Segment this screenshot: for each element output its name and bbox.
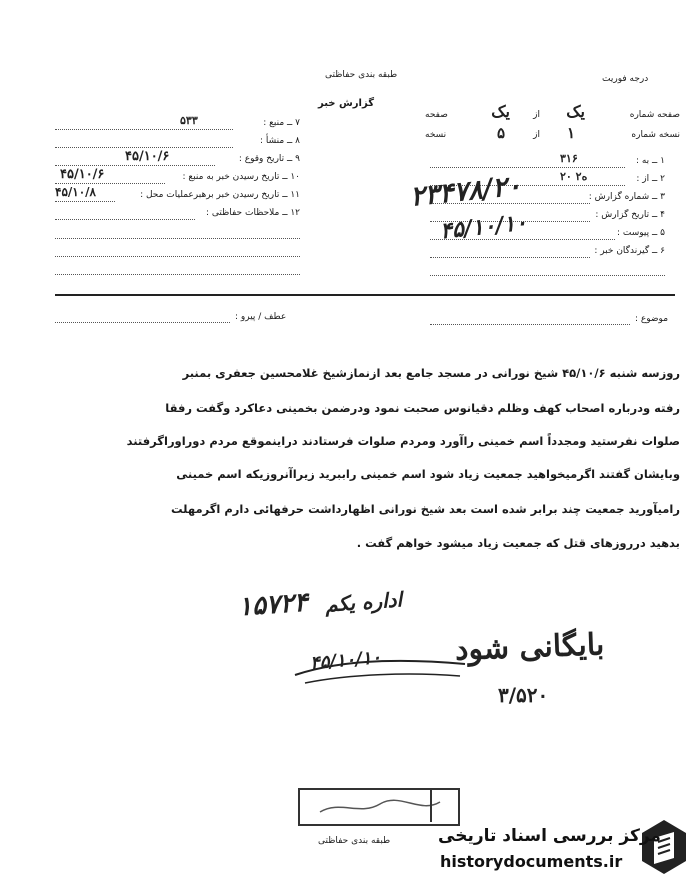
copy-of-label: از: [533, 130, 540, 140]
copy-number-value: ۱: [566, 124, 575, 142]
copy-unit-label: نسخه: [425, 130, 447, 140]
page-unit-label: صفحه: [425, 110, 448, 120]
field-source-value: ۵۳۳: [180, 114, 198, 127]
archive-code-note: ۳/۵۲۰: [498, 683, 549, 707]
body-line: صلوات نفرستید ومجدداً اسم خمینی راآورد ومردم صلوات فرستادند دراینموقع مردم دوراوراگرفتند: [126, 434, 680, 448]
field-to-label: ۱ ــ به :: [635, 156, 665, 166]
handwritten-number-note: ۱۵۷۲۴: [237, 587, 309, 623]
body-line: روزسه شنبه ۴۵/۱۰/۶ شیخ نورانی در مسجد جامع بعد ازنمازشیخ غلامحسین جعفری بمنبر: [182, 366, 680, 380]
urgency-label: درجه فوریت: [602, 74, 649, 84]
field-event-date-label: ۹ ــ تاریخ وقوع :: [238, 154, 300, 164]
field-event-date-value: ۴۵/۱۰/۶: [125, 149, 170, 164]
mid-fields-block: [430, 150, 665, 270]
footer-stamp-divider: [430, 788, 432, 822]
body-line: رامیآورید جمعیت چند برابر شده است بعد شیخ نورانی اظهارداشت حرفهائی دارم اگرمهلت: [170, 502, 680, 516]
field-receipt-ops-value: ۴۵/۱۰/۸: [55, 185, 96, 199]
field-receipt-source-value: ۴۵/۱۰/۶: [60, 167, 105, 182]
field-receipt-source-label: ۱۰ ــ تاریخ رسیدن خبر به منبع :: [182, 172, 300, 182]
page-copy-block: [425, 102, 680, 148]
classification-header-label: طبقه بندی حفاظتی: [325, 70, 398, 80]
field-recipients-label: ۶ ــ گیرندگان خبر :: [594, 246, 665, 256]
page-total-value: یک: [491, 102, 510, 121]
field-receipt-ops-label: ۱۱ ــ تاریخ رسیدن خبر برهبرعملیات محل :: [140, 190, 300, 200]
page-number-label: صفحه شماره: [629, 110, 680, 120]
handwritten-report-number: ۲۳۴۷۸/۲۰: [408, 170, 523, 213]
field-to-value: ۳۱۶: [560, 152, 578, 165]
right-fields-block: [55, 112, 300, 232]
archive-stamp-text: بایگانی شود: [454, 627, 605, 668]
report-title: گزارش خبر: [318, 98, 375, 109]
watermark-url: historydocuments.ir: [440, 852, 623, 871]
field-security-notes-label: ۱۲ ــ ملاحظات حفاظتی :: [205, 208, 300, 218]
header-divider: [55, 294, 675, 296]
archive-underline-scribble: [290, 650, 470, 690]
field-report-date-label: ۴ ــ تاریخ گزارش :: [595, 210, 665, 220]
body-line: رفته ودرباره اصحاب کهف وظلم دقیانوس صحبت نمود ودرضمن بخمینی دعاکرد وگفت رفقا: [165, 401, 680, 415]
footer-stamp-scribble: [300, 790, 458, 824]
field-from-label: ۲ ــ از :: [636, 174, 665, 184]
body-line: بدهید درروزهای قتل که جمعیت زیاد میشود خواهم گفت .: [356, 536, 680, 550]
page-number-value: یک: [566, 102, 585, 121]
field-origin-label: ۸ ــ منشأ :: [259, 136, 300, 146]
subject-label: موضوع :: [635, 314, 669, 324]
footer-stamp-box: [298, 788, 460, 826]
body-line: وبایشان گفتند اگرمیخواهید جمعیت زیاد شود اسم خمینی راببرید زیراآنروزیکه اسم خمینی: [176, 467, 680, 481]
page-of-label: از: [533, 110, 540, 120]
field-source-label: ۷ ــ منبع :: [263, 118, 300, 128]
reference-label: عطف / پیرو :: [235, 312, 287, 322]
field-from-value: ۲۰ ه۲: [560, 170, 588, 183]
copy-number-label: نسخه شماره: [631, 130, 680, 140]
footer-classification-label: طبقه بندی حفاظتی: [318, 836, 391, 846]
handwritten-office-note: اداره یکم: [324, 587, 403, 617]
field-report-number-label: ۳ ــ شماره گزارش :: [588, 192, 665, 202]
field-attachment-label: ۵ ــ پیوست :: [617, 228, 665, 238]
handwritten-report-date: ۴۵/۱۰/۱۰: [438, 209, 529, 245]
watermark-title: مرکز بررسی اسناد تاریخی: [438, 826, 661, 846]
archive-date-note: ۴۵/۱۰/۱۰: [309, 646, 382, 675]
copy-total-value: ۵: [496, 124, 505, 142]
